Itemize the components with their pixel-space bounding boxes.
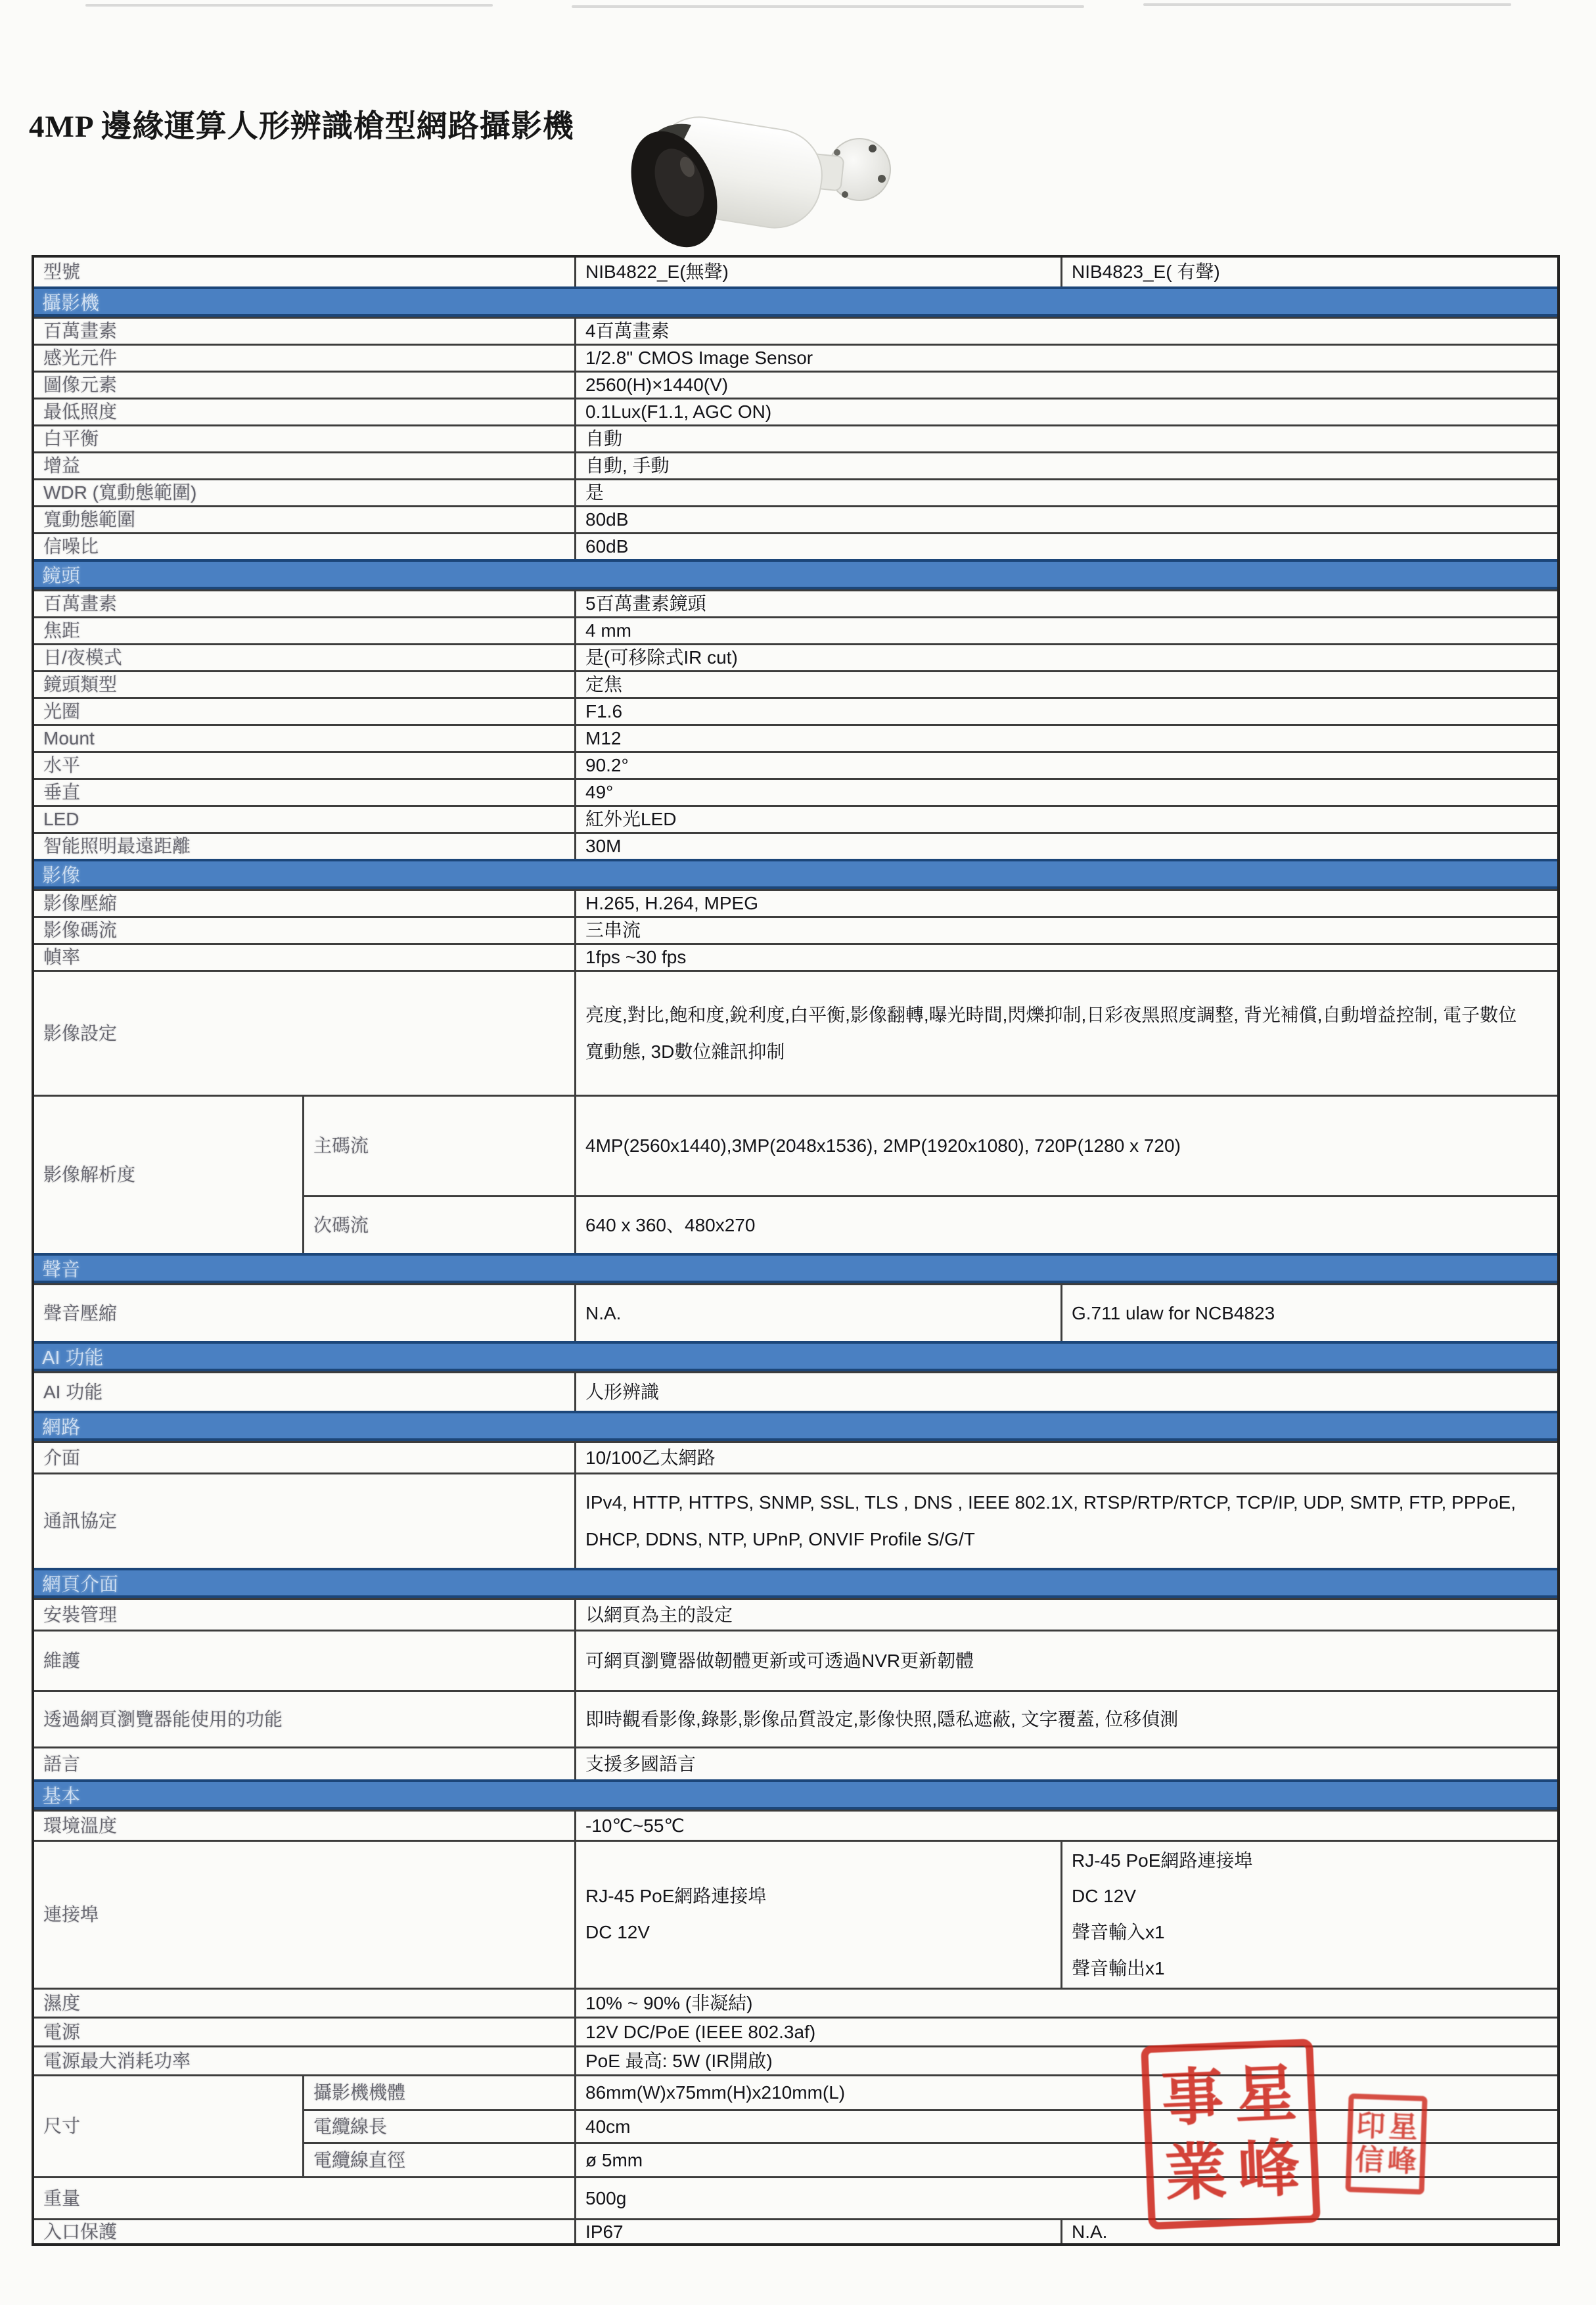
table-row [34,589,1557,616]
table-row [34,2176,1557,2218]
row-label: 環境溫度 [43,1815,118,1836]
row-value: PoE 最高: 5W (IR開啟) [574,2047,1557,2074]
row-label: 日/夜模式 [43,647,122,668]
row-label: 寬動態範圍 [43,509,136,530]
stamp-character: 信 [1354,2143,1385,2177]
table-row [34,1441,1557,1472]
row-label: 信噪比 [43,536,99,557]
row-label: 型號 [43,262,81,283]
section-header: 聲音 [34,1253,1557,1283]
sub-row [302,2109,1557,2142]
row-label: 白平衡 [43,428,99,449]
table-row [34,916,1557,943]
row-value: 即時觀看影像,錄影,影像品質設定,影像快照,隱私遮蔽, 文字覆蓋, 位移偵測 [574,1692,1557,1746]
row-value-col2 [1060,1842,1557,1988]
table-row [34,424,1557,451]
row-value: 支援多國語言 [574,1748,1557,1779]
sub-row-label: 電纜線長 [302,2111,574,2142]
row-label: 尺寸 [43,2116,81,2137]
row-label: 透過網頁瀏覽器能使用的功能 [43,1708,283,1729]
row-value: M12 [574,726,1557,751]
row-value: 10/100乙太網路 [574,1443,1557,1472]
row-value: 5百萬畫素鏡頭 [574,591,1557,616]
scan-artifact-line [572,5,1084,8]
row-label: 垂直 [43,782,81,803]
table-row [34,398,1557,424]
row-label: 聲音壓縮 [43,1302,118,1323]
row-value-col1: NIB4822_E(無聲) [574,258,1060,286]
row-value-col2: NIB4823_E( 有聲) [1060,258,1557,286]
row-label: 安裝管理 [43,1604,118,1625]
table-row [34,751,1557,778]
section-header: 攝影機 [34,286,1557,317]
page-title: 4MP 邊緣運算人形辨識槍型網路攝影機 [29,110,574,144]
stamp-character: 業 [1163,2137,1229,2209]
value-line: 聲音輸入x1 [1072,1922,1165,1942]
value-line: DC 12V [1072,1886,1137,1907]
row-value: 49° [574,780,1557,805]
table-row [34,1630,1557,1690]
row-value: 是(可移除式IR cut) [574,645,1557,670]
table-row [34,478,1557,505]
sub-row-label: 主碼流 [302,1097,574,1195]
row-value: 以網頁為主的設定 [574,1600,1557,1630]
row-label: 影像設定 [43,1022,118,1043]
section-header: 網頁介面 [34,1568,1557,1598]
row-value: 1fps ~30 fps [574,945,1557,970]
row-label: 濕度 [43,1992,81,2013]
section-header: 影像 [34,859,1557,889]
section-header: 基本 [34,1779,1557,1810]
row-value: 30M [574,834,1557,859]
table-row [34,1988,1557,2017]
row-label: 通訊協定 [43,1511,118,1532]
sub-row-label: 電纜線直徑 [302,2144,574,2176]
row-value: 紅外光LED [574,807,1557,832]
table-row [34,1840,1557,1988]
section-header: AI 功能 [34,1341,1557,1371]
table-row [34,832,1557,859]
row-label: 圖像元素 [43,375,118,396]
table-row [34,505,1557,532]
row-value: 12V DC/PoE (IEEE 802.3af) [574,2019,1557,2045]
value-line: 聲音輸出x1 [1072,1957,1165,1978]
sub-rows [302,1097,1557,1253]
stamp-character: 印 [1356,2109,1386,2143]
table-row [34,778,1557,805]
row-value: 0.1Lux(F1.1, AGC ON) [574,399,1557,424]
stamp-character: 星 [1233,2059,1298,2131]
table-row [34,1472,1557,1568]
sub-row-label: 次碼流 [302,1197,574,1253]
camera-photo-illustration [611,99,894,260]
stamp-character: 星 [1388,2111,1419,2144]
row-value: IPv4, HTTP, HTTPS, SNMP, SSL, TLS , DNS , IEEE 802.1X, RTSP/RTP/RTCP, TCP/IP, UDP, SMTP, FTP, PPPoE, DHCP, DDNS, NTP, UPnP, ONVIF Profile S/G/T [574,1474,1557,1568]
row-label: 焦距 [43,620,81,641]
table-row [34,670,1557,697]
row-label: 介面 [43,1447,81,1468]
sub-row [302,1097,1557,1195]
row-label: 連接埠 [43,1904,99,1925]
sub-row-value: 86mm(W)x75mm(H)x210mm(L) [574,2076,1557,2109]
row-label: AI 功能 [43,1381,103,1402]
row-value-col1: IP67 [574,2220,1060,2243]
row-value: 4 mm [574,618,1557,643]
row-label: 百萬畫素 [43,321,118,342]
scan-artifact-line [85,4,493,7]
row-label: 電源最大消耗功率 [43,2050,191,2071]
table-row [34,805,1557,832]
stamp-character: 峰 [1386,2145,1417,2178]
table-row [34,616,1557,643]
table-row [34,1598,1557,1630]
table-row [34,889,1557,916]
row-label: 增益 [43,455,81,476]
row-value: 1/2.8" CMOS Image Sensor [574,346,1557,371]
row-value: 60dB [574,534,1557,559]
row-label: 智能照明最遠距離 [43,836,191,857]
row-value-col1: N.A. [574,1285,1060,1341]
row-value: 自動, 手動 [574,453,1557,478]
sub-row-value: 4MP(2560x1440),3MP(2048x1536), 2MP(1920x1080), 720P(1280 x 720) [574,1097,1557,1195]
table-row [34,970,1557,1095]
row-value: 人形辨識 [574,1373,1557,1411]
table-row [34,1371,1557,1411]
row-value-col2: N.A. [1060,2220,1557,2243]
row-value-col1 [574,1842,1060,1988]
sub-row-value: ø 5mm [574,2144,1557,2176]
table-row [34,724,1557,751]
table-row [34,371,1557,398]
spec-table [32,255,1560,2246]
table-row [34,697,1557,724]
table-row [34,1095,1557,1253]
row-value: 三串流 [574,918,1557,943]
sub-row-value: 40cm [574,2111,1557,2142]
row-label: 入口保護 [43,2221,118,2242]
row-value: 亮度,對比,飽和度,銳利度,白平衡,影像翻轉,曝光時間,閃爍抑制,日彩夜黑照度調整, 背光補償,自動增益控制, 電子數位寬動態, 3D數位雜訊抑制 [574,972,1557,1095]
scan-artifact-line [1143,3,1511,6]
stamp-character: 事 [1160,2063,1225,2134]
value-line: RJ-45 PoE網路連接埠 [1072,1850,1253,1871]
table-row [34,1690,1557,1746]
value-line: DC 12V [585,1922,650,1942]
table-row [34,1746,1557,1779]
table-row [34,1283,1557,1341]
table-row [34,2218,1557,2243]
row-value-col2: G.711 ulaw for NCB4823 [1060,1285,1557,1341]
row-label: 重量 [43,2187,81,2208]
sub-row-value: 640 x 360、480x270 [574,1197,1557,1253]
row-value: 4百萬畫素 [574,319,1557,344]
table-row [34,2074,1557,2176]
sub-row [302,2142,1557,2176]
row-value: 2560(H)×1440(V) [574,373,1557,398]
row-value: 是 [574,480,1557,505]
row-value: 可網頁瀏覽器做韌體更新或可透過NVR更新韌體 [574,1632,1557,1690]
table-row [34,943,1557,970]
table-row [34,317,1557,344]
table-row [34,2017,1557,2045]
sub-rows [302,2076,1557,2176]
table-row [34,643,1557,670]
row-label: 水平 [43,755,81,776]
row-value: 500g [574,2178,1557,2218]
row-label: 幀率 [43,947,81,968]
table-row [34,2045,1557,2074]
row-label: 最低照度 [43,401,118,422]
sub-row-label: 攝影機機體 [302,2076,574,2109]
row-value: -10℃~55℃ [574,1812,1557,1840]
row-value: 90.2° [574,753,1557,778]
row-value: H.265, H.264, MPEG [574,891,1557,916]
row-label: 語言 [43,1753,81,1774]
row-label: Mount [43,728,95,749]
section-header: 網路 [34,1411,1557,1441]
table-row [34,258,1557,286]
value-line: RJ-45 PoE網路連接埠 [585,1886,767,1907]
row-label: LED [43,809,80,830]
table-row [34,451,1557,478]
row-label: 維護 [43,1650,81,1671]
product-photo [611,99,894,260]
row-value: 10% ~ 90% (非凝結) [574,1990,1557,2017]
section-header: 鏡頭 [34,559,1557,589]
row-label: 影像碼流 [43,920,118,941]
row-label: 電源 [43,2021,81,2042]
sub-row [302,2076,1557,2109]
row-value: F1.6 [574,699,1557,724]
row-value: 80dB [574,507,1557,532]
row-label: 影像解析度 [43,1164,136,1185]
row-value: 定焦 [574,672,1557,697]
row-label: 影像壓縮 [43,893,118,914]
row-label: 百萬畫素 [43,593,118,614]
row-label: 鏡頭類型 [43,674,118,695]
table-row [34,532,1557,559]
row-label: WDR (寬動態範圍) [43,482,197,503]
row-value: 自動 [574,426,1557,451]
table-row [34,344,1557,371]
sub-row [302,1195,1557,1253]
row-label: 感光元件 [43,348,118,369]
table-row [34,1810,1557,1840]
stamp-character: 峰 [1236,2134,1302,2206]
row-label: 光圈 [43,701,81,722]
